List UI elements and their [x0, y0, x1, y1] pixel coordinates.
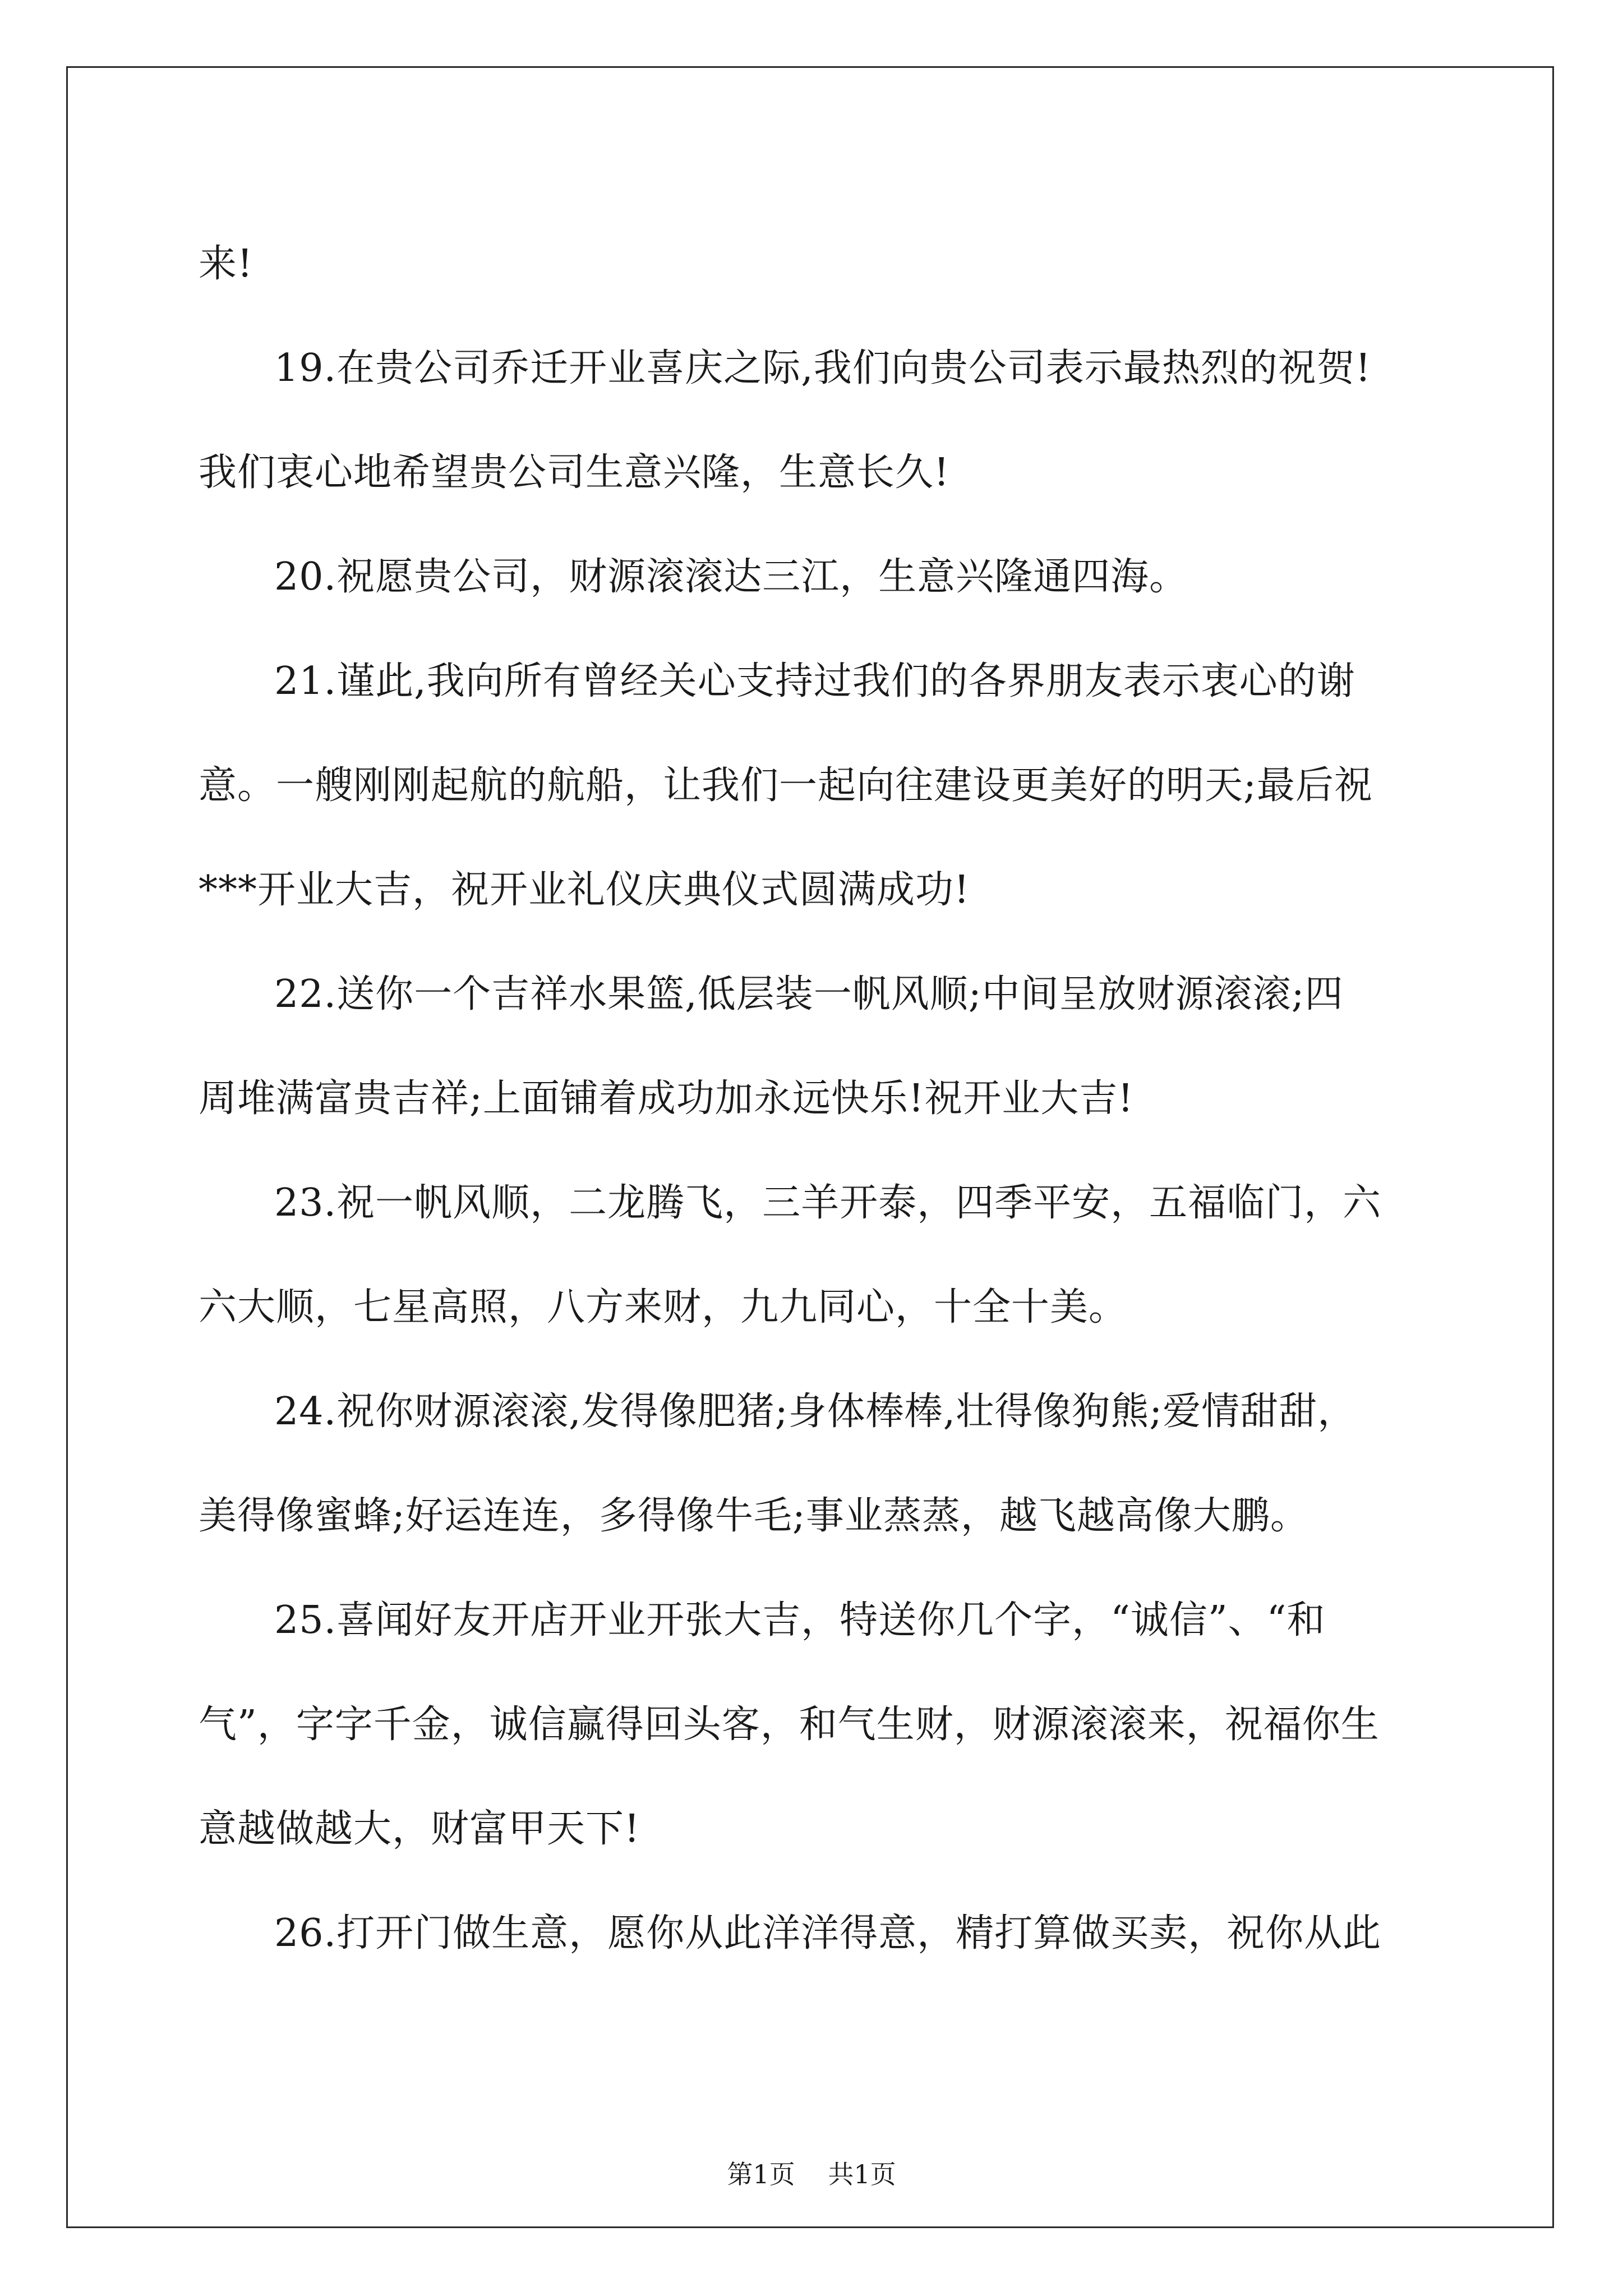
text-line: 26.打开门做生意，愿你从此洋洋得意，精打算做买卖，祝你从此	[274, 1911, 1382, 1955]
text-line: 六大顺，七星高照，八方来财，九九同心，十全十美。	[199, 1285, 1128, 1329]
text-line: ***开业大吉，祝开业礼仪庆典仪式圆满成功!	[199, 868, 970, 912]
page-number: 第1页	[727, 2159, 795, 2189]
text-line: 24.祝你财源滚滚,发得像肥猪;身体棒棒,壮得像狗熊;爱情甜甜，	[274, 1389, 1357, 1434]
text-line: 我们衷心地希望贵公司生意兴隆，生意长久!	[199, 450, 950, 495]
text-line: 19.在贵公司乔迁开业喜庆之际,我们向贵公司表示最热烈的祝贺!	[274, 346, 1372, 390]
text-line: 气”，字字千金，诚信赢得回头客，和气生财，财源滚滚来，祝福你生	[199, 1703, 1380, 1747]
text-line: 25.喜闻好友开店开业开张大吉，特送你几个字，“诚信”、“和	[274, 1598, 1326, 1642]
text-line: 20.祝愿贵公司，财源滚滚达三江，生意兴隆通四海。	[274, 555, 1188, 599]
text-line: 意。一艘刚刚起航的航船，让我们一起向往建设更美好的明天;最后祝	[199, 763, 1373, 808]
page-count: 共1页	[828, 2159, 896, 2189]
text-line: 意越做越大，财富甲天下!	[199, 1807, 640, 1851]
text-line: 来!	[199, 242, 253, 286]
document-body	[199, 212, 1426, 1986]
text-line: 22.送你一个吉祥水果篮,低层装一帆风顺;中间呈放财源滚滚;四	[274, 972, 1344, 1016]
text-line: 美得像蜜蜂;好运连连，多得像牛毛;事业蒸蒸，越飞越高像大鹏。	[199, 1494, 1309, 1538]
text-line: 周堆满富贵吉祥;上面铺着成功加永远快乐!祝开业大吉!	[199, 1076, 1134, 1121]
text-line: 23.祝一帆风顺，二龙腾飞，三羊开泰，四季平安，五福临门，六	[274, 1181, 1382, 1225]
page-footer	[0, 2154, 1623, 2191]
text-line: 21.谨此,我向所有曾经关心支持过我们的各界朋友表示衷心的谢	[274, 659, 1355, 703]
